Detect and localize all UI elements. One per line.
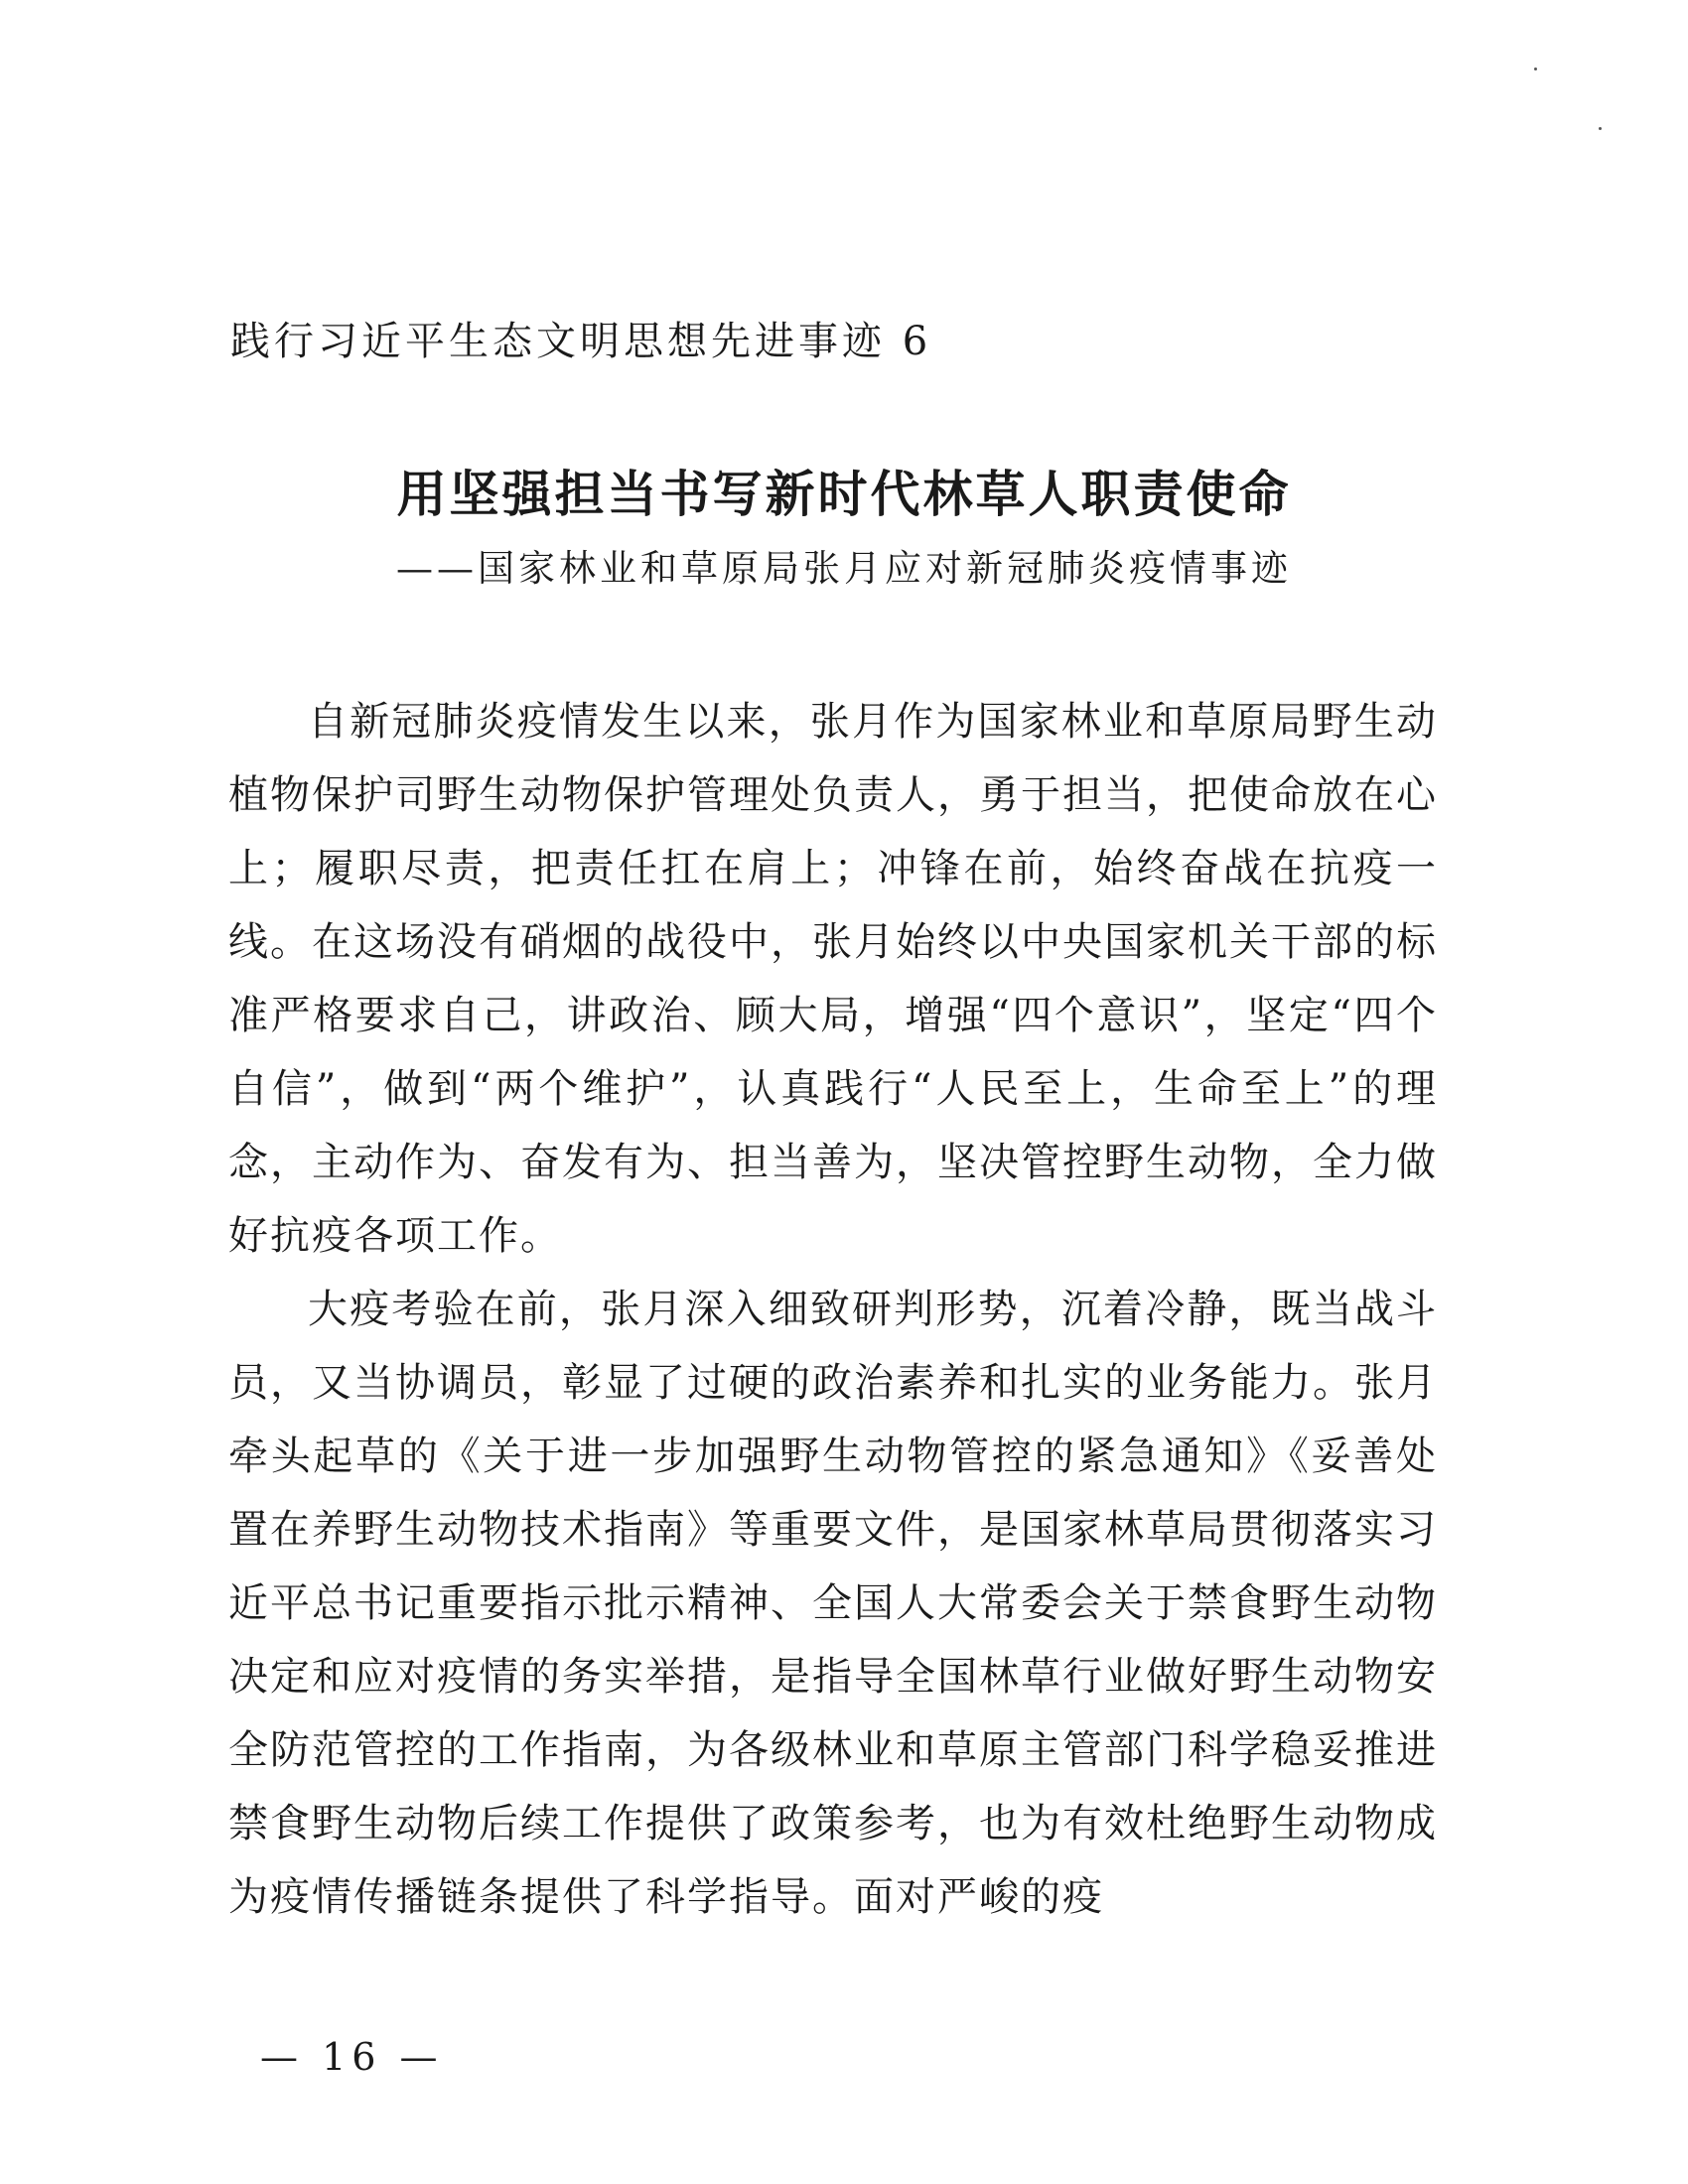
- scan-speck: [1534, 68, 1537, 70]
- page-number: — 16 —: [260, 2035, 444, 2079]
- paragraph: 大疫考验在前，张月深入细致研判形势，沉着冷静，既当战斗员，又当协调员，彰显了过硬的政治素养和扎实的业务能力。张月牵头起草的《关于进一步加强野生动物管控的紧急通知》《妥善处置在养野生动物技术指南》等重要文件，是国家林草局贯彻落实习近平总书记重要指示批示精神、全国人大常委会关于禁食野生动物决定和应对疫情的务实举措，是指导全国林草行业做好野生动物安全防范管控的工作指南，为各级林业和草原主管部门科学稳妥推进禁食野生动物后续工作提供了政策参考，也为有效杜绝野生动物成为疫情传播链条提供了科学指导。面对严峻的疫: [228, 1287, 1438, 1920]
- paragraph: 自新冠肺炎疫情发生以来，张月作为国家林业和草原局野生动植物保护司野生动物保护管理处负责人，勇于担当，把使命放在心上；履职尽责，把责任扛在肩上；冲锋在前，始终奋战在抗疫一线。在这场没有硝烟的战役中，张月始终以中央国家机关干部的标准严格要求自己，讲政治、顾大局，增强“四个意识”，坚定“四个自信”，做到“两个维护”，认真践行“人民至上，生命至上”的理念，主动作为、奋发有为、担当善为，坚决管控野生动物，全力做好抗疫各项工作。: [228, 699, 1438, 1259]
- document-subtitle: ——国家林业和草原局张月应对新冠肺炎疫情事迹: [396, 547, 1292, 590]
- body-text: [228, 685, 1438, 1934]
- series-label: 践行习近平生态文明思想先进事迹 6: [230, 319, 932, 364]
- scan-speck: [1599, 127, 1602, 130]
- document-title: 用坚强担当书写新时代林草人职责使命: [396, 465, 1292, 523]
